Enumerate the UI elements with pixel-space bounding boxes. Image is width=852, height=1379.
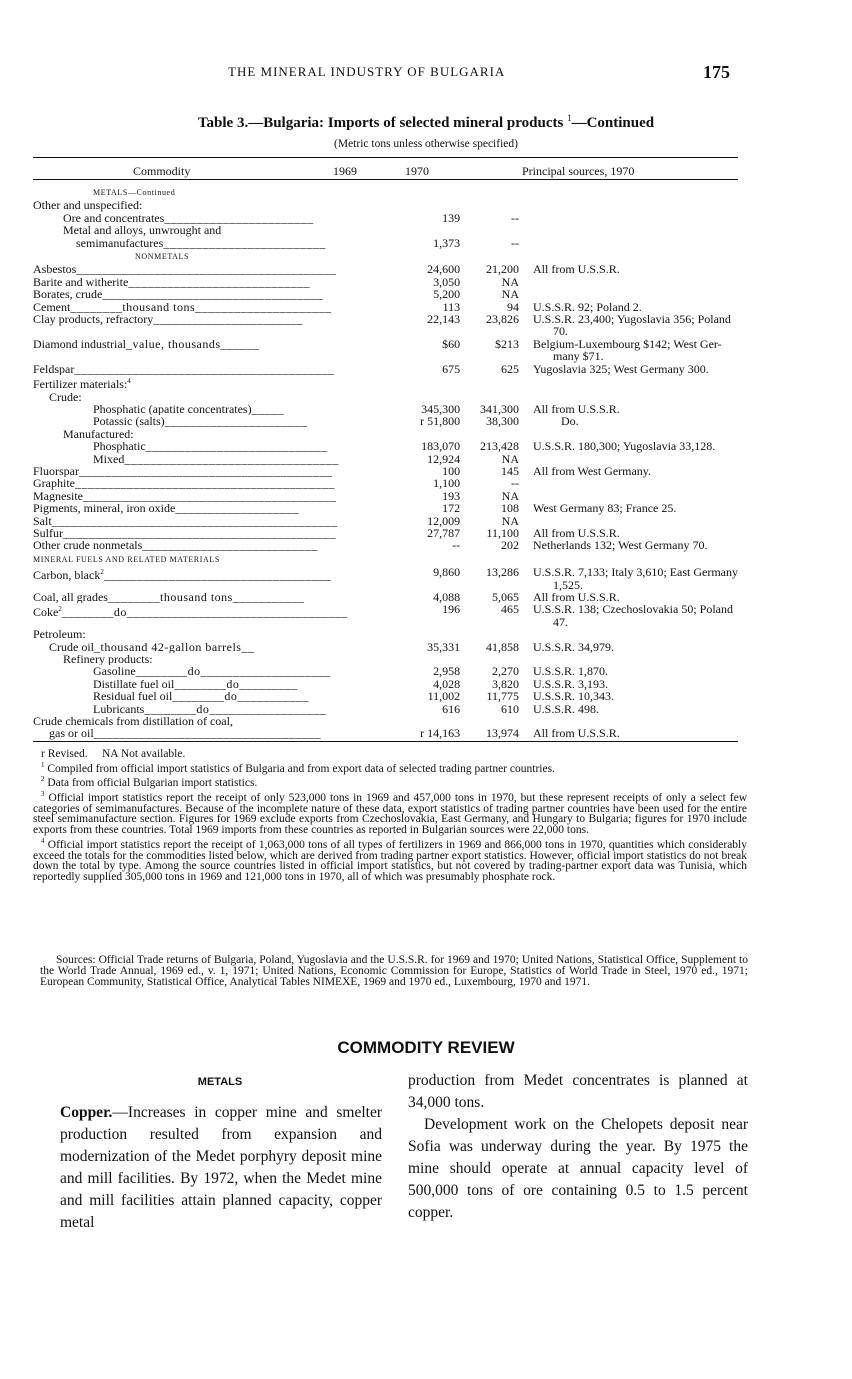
value-1970: 94 <box>507 299 520 314</box>
table-row <box>33 212 738 224</box>
commodity-label: Cement <box>33 300 71 314</box>
value-1970: 465 <box>501 602 520 617</box>
commodity-cell <box>33 313 399 338</box>
column-header-1969: 1969 <box>333 164 357 178</box>
value-1969: 3,050 <box>433 274 461 289</box>
value-1969: 113 <box>442 299 461 314</box>
principal-sources: Belgium-Luxembourg $142; West Ger- many $71. <box>533 336 722 364</box>
commodity-cell <box>33 678 399 690</box>
value-1969: 22,143 <box>427 312 461 327</box>
table-title-note: 1 <box>567 113 572 123</box>
table-row <box>33 628 738 640</box>
commodity-cell <box>33 403 399 415</box>
table-row <box>33 703 738 715</box>
commodity-label: Magnesite <box>33 489 83 503</box>
commodity-label: Fertilizer materials: <box>33 377 128 391</box>
table-top-rule <box>33 157 738 158</box>
table-row <box>33 678 738 690</box>
subsection-heading: METALS <box>197 1076 243 1088</box>
value-1969: 4,088 <box>433 590 461 604</box>
commodity-cell <box>33 665 399 677</box>
commodity-cell <box>33 338 399 363</box>
principal-sources <box>523 552 738 566</box>
leader-dots: __________________________________________ <box>63 526 336 540</box>
commodity-label: Barite and witherite <box>33 275 129 289</box>
commodity-label: Borates, crude <box>33 288 103 301</box>
table-row <box>33 415 738 427</box>
footnotes <box>33 749 747 883</box>
table-row <box>33 263 738 275</box>
principal-sources: U.S.S.R. 180,300; Yugoslavia 33,128. <box>533 439 716 454</box>
commodity-cell <box>33 224 399 236</box>
commodity-cell <box>33 363 399 375</box>
commodity-label: Phosphatic (apatite concentrates) <box>93 402 252 416</box>
commodity-cell <box>33 628 399 640</box>
value-1969: 11,002 <box>427 689 461 704</box>
value-1970: 2,270 <box>492 664 520 679</box>
value-1970 <box>464 552 523 566</box>
commodity-label: Carbon, black <box>33 568 101 583</box>
leader-dots: _________________________________ <box>124 452 339 465</box>
commodity-label: Distillate fuel oil <box>93 677 175 691</box>
principal-sources: All from U.S.S.R. <box>533 590 620 604</box>
value-1969: 139 <box>442 210 461 225</box>
value-1970: 11,100 <box>486 525 520 540</box>
principal-sources <box>523 212 738 224</box>
commodity-cell <box>33 249 399 263</box>
principal-sources: U.S.S.R. 23,400; Yugoslavia 356; Poland 70. <box>533 312 731 339</box>
leader-dots: ________thousand tons___________ <box>107 591 305 604</box>
leader-dots: _______________________________________ <box>79 464 333 478</box>
footnote-ref: 2 <box>58 605 62 614</box>
value-1970: NA <box>501 274 520 289</box>
commodity-label: Refinery products: <box>63 653 153 666</box>
leader-dots: ____________________________ <box>128 275 311 289</box>
commodity-label: Phosphatic <box>93 440 146 453</box>
leader-dots: ________thousand tons_____________________ <box>70 300 332 314</box>
value-1970: NA <box>501 287 520 302</box>
leader-dots: _____ <box>251 402 285 416</box>
footnote-text: Data from official Bulgarian import statistics. <box>44 777 258 790</box>
commodity-label: NONMETALS <box>135 252 190 262</box>
commodity-cell <box>33 566 399 591</box>
principal-sources <box>523 185 738 199</box>
footnote-text: Official import statistics report the receipt of 1,063,000 tons of all types of fertilizers in 1969 and 866,000 tons in 1970, quantities which considerably exceed the totals for the commodities listed below, which are derived from trading partner export statistics. However, official import statistics do not break down the total by type. Among the source countries listed in official import statistics, but not covered by trading-partner export data was Tunisia, which reportedly supplied 305,000 tons in 1969 and 121,000 tons in 1970, all of which was presumably phosphate rock. <box>33 838 747 884</box>
value-1969 <box>399 224 464 236</box>
principal-sources <box>523 224 738 236</box>
commodity-cell <box>33 415 399 427</box>
table-row <box>33 363 738 375</box>
commodity-label: Diamond industrial <box>33 337 126 351</box>
copper-run-in-head: Copper. <box>60 1104 113 1121</box>
value-1970: -- <box>511 235 520 250</box>
right-column-paragraph-1: production from Medet concentrates is planned at 34,000 tons. <box>408 1072 748 1111</box>
footnote <box>33 760 747 775</box>
leader-dots: ________________________________________ <box>76 263 337 276</box>
table-row <box>33 690 738 702</box>
principal-sources <box>523 477 738 489</box>
value-1970: 41,858 <box>486 639 520 654</box>
value-1969 <box>399 185 464 199</box>
imports-table <box>33 185 738 740</box>
footnote-text: Compiled from official import statistics of Bulgaria and from export data of selected trading partner countries. <box>44 762 555 775</box>
commodity-label: Asbestos <box>33 263 77 276</box>
commodity-cell <box>33 453 399 465</box>
table-row <box>33 249 738 263</box>
value-1970: 341,300 <box>480 401 520 416</box>
principal-sources: Yugoslavia 325; West Germany 300. <box>533 361 709 376</box>
commodity-cell <box>33 515 399 527</box>
leader-dots: ________do_________ <box>174 677 298 691</box>
table-row <box>33 515 738 527</box>
commodity-label: Crude oil <box>49 640 94 654</box>
value-1970: 108 <box>501 501 520 516</box>
commodity-label: semimanufactures <box>76 236 164 250</box>
commodity-cell <box>33 301 399 313</box>
commodity-cell <box>33 185 399 199</box>
page-number: 175 <box>703 62 730 82</box>
commodity-cell <box>33 212 399 224</box>
principal-sources: All from U.S.S.R. <box>533 726 620 741</box>
principal-sources <box>523 249 738 263</box>
leader-dots: ________do___________ <box>172 690 309 703</box>
leader-dots: ________do__________________ <box>144 702 327 716</box>
commodity-cell <box>33 428 399 440</box>
table-row <box>33 185 738 199</box>
value-1970: NA <box>501 488 520 503</box>
principal-sources: West Germany 83; France 25. <box>533 501 677 516</box>
value-1970: 21,200 <box>486 262 520 277</box>
copper-paragraph <box>60 1102 382 1234</box>
commodity-label: Manufactured: <box>63 427 134 441</box>
value-1969: 27,787 <box>427 525 461 540</box>
table-row <box>33 502 738 514</box>
leader-dots: _thousand 42-gallon barrels__ <box>94 640 255 654</box>
section-heading: COMMODITY REVIEW <box>337 1038 515 1057</box>
value-1969: 196 <box>442 602 461 617</box>
table-row <box>33 403 738 415</box>
commodity-cell <box>33 465 399 477</box>
commodity-cell <box>33 603 399 628</box>
table-row <box>33 391 738 403</box>
value-1969: 12,009 <box>427 513 461 528</box>
table-row <box>33 715 738 727</box>
leader-dots: ________________________________________ <box>74 477 335 490</box>
commodity-cell <box>33 527 399 539</box>
footnote <box>33 836 747 883</box>
value-1969: 183,070 <box>421 439 461 454</box>
commodity-label: Crude chemicals from distillation of coal, <box>33 715 233 728</box>
column-header-sources: Principal sources, 1970 <box>522 164 635 178</box>
principal-sources <box>523 375 738 390</box>
table-row <box>33 375 738 390</box>
leader-dots: __________________________________ <box>102 288 324 301</box>
value-1970: 213,428 <box>480 439 520 454</box>
commodity-label: Other and unspecified: <box>33 199 143 212</box>
commodity-label: Other crude nonmetals <box>33 539 143 552</box>
principal-sources: U.S.S.R. 34,979. <box>533 639 615 654</box>
principal-sources: U.S.S.R. 1,870. <box>533 664 609 679</box>
footnote-ref: 2 <box>100 568 104 577</box>
value-1969 <box>399 249 464 263</box>
value-1969 <box>399 375 464 390</box>
value-1969: r 51,800 <box>420 414 461 429</box>
principal-sources: U.S.S.R. 498. <box>533 701 600 716</box>
value-1970: 11,775 <box>486 689 520 704</box>
principal-sources: All from U.S.S.R. <box>533 525 620 540</box>
principal-sources: Netherlands 132; West Germany 70. <box>533 538 708 553</box>
commodity-cell <box>33 263 399 275</box>
column-header-commodity: Commodity <box>133 164 191 178</box>
commodity-cell <box>33 391 399 403</box>
value-1969: r 14,163 <box>420 726 461 741</box>
table-row <box>33 641 738 653</box>
value-1969: 24,600 <box>427 262 461 277</box>
principal-sources: All from West Germany. <box>533 463 652 478</box>
commodity-label: Lubricants <box>93 702 145 716</box>
table-row <box>33 653 738 665</box>
commodity-cell <box>33 237 399 249</box>
commodity-cell <box>33 703 399 715</box>
table-title-suffix: —Continued <box>571 115 655 131</box>
leader-dots: _value, thousands______ <box>126 337 260 351</box>
table-row <box>33 276 738 288</box>
principal-sources: All from U.S.S.R. <box>533 262 620 277</box>
value-1969: 345,300 <box>421 401 461 416</box>
principal-sources: U.S.S.R. 7,133; Italy 3,610; East Germany 1,525. <box>533 565 738 592</box>
value-1969: 100 <box>442 463 461 478</box>
commodity-label: MINERAL FUELS AND RELATED MATERIALS <box>33 554 220 564</box>
commodity-label: Ore and concentrates <box>63 211 165 225</box>
leader-dots: ________do__________________________________ <box>61 605 348 620</box>
value-1970: 13,286 <box>486 565 520 580</box>
value-1970 <box>464 185 523 199</box>
leader-dots: ___________________ <box>175 502 299 515</box>
table-row <box>33 665 738 677</box>
commodity-label: Pigments, mineral, iron oxide <box>33 502 176 515</box>
principal-sources: Do. <box>561 414 579 429</box>
value-1969: 2,958 <box>433 664 461 679</box>
commodity-cell <box>33 727 399 739</box>
column-header-1970: 1970 <box>405 164 429 178</box>
commodity-cell <box>33 276 399 288</box>
value-1969: 12,924 <box>427 451 461 466</box>
sources-note: Sources: Official Trade returns of Bulgaria, Poland, Yugoslavia and the U.S.S.R. for 1969 and 1970; United Nations, Statistical Office, Supplement to the World Trade Annual, 1969 ed., v. 1, 1971; United Nations, Economic Commission for Europe, Statistics of World Trade in Steel, 1970 ed., 1971; European Community, Statistical Office, Analytical Tables NIMEXE, 1969 and 1970 ed., Luxembourg, 1970 and 1971. <box>40 954 748 988</box>
value-1970: 5,065 <box>492 590 520 604</box>
table-row <box>33 566 738 591</box>
commodity-label: Coke <box>33 605 59 620</box>
footnote-text: Official import statistics report the receipt of only 523,000 tons in 1969 and 457,000 tons in 1970, but these represent receipts of only a select few categories of semimanufactures. Because of the incomplete nature of these data, export statistics of trading partner countries have been used for the entire steel semimanufacture section. Figures for 1969 exclude exports from Czechoslovakia, East Germany, and Hungary to Bulgaria; figures for 1970 include exports from these countries. Total 1969 imports from these countries as reported in Bulgarian sources were 22,000 tons. <box>33 791 747 837</box>
principal-sources: U.S.S.R. 92; Poland 2. <box>533 299 642 314</box>
principal-sources <box>523 237 738 249</box>
value-1970: 145 <box>501 463 520 478</box>
principal-sources: U.S.S.R. 138; Czechoslovakia 50; Poland 47. <box>533 602 734 629</box>
commodity-cell <box>33 477 399 489</box>
table-row <box>33 727 738 739</box>
table-row <box>33 440 738 452</box>
table-row <box>33 224 738 236</box>
value-1969: $60 <box>442 336 461 351</box>
table-row <box>33 539 738 551</box>
commodity-cell <box>33 641 399 653</box>
value-1969: 675 <box>442 361 461 376</box>
principal-sources: U.S.S.R. 10,343. <box>533 689 615 704</box>
value-1970: -- <box>511 210 520 225</box>
value-1970: 13,974 <box>486 726 520 741</box>
value-1969: 4,028 <box>433 676 461 691</box>
footnote <box>33 774 747 789</box>
value-1969 <box>399 628 464 640</box>
commodity-label: Potassic (salts) <box>93 415 165 428</box>
table-title <box>0 113 852 132</box>
table-row <box>33 603 738 628</box>
commodity-label: METALS—Continued <box>93 188 176 197</box>
footnote-legend: r Revised. NA Not available. <box>41 748 186 760</box>
value-1969: 1,373 <box>433 235 461 250</box>
table-row <box>33 199 738 211</box>
value-1970: 610 <box>501 701 520 716</box>
leader-dots: ___________________________________ <box>103 568 332 583</box>
table-subtitle: (Metric tons unless otherwise specified) <box>334 138 518 150</box>
value-1970: $213 <box>495 336 520 351</box>
commodity-cell <box>33 490 399 502</box>
running-title: THE MINERAL INDUSTRY OF BULGARIA <box>228 64 506 79</box>
commodity-cell <box>33 552 399 566</box>
leader-dots: ___________________________ <box>142 539 318 552</box>
commodity-label: Graphite <box>33 477 75 490</box>
commodity-cell <box>33 199 399 211</box>
commodity-label: Residual fuel oil <box>93 690 173 703</box>
value-1970: 38,300 <box>486 414 520 429</box>
value-1970: NA <box>501 451 520 466</box>
value-1969: 616 <box>442 701 461 716</box>
leader-dots: ______________________ <box>164 415 308 428</box>
table-row <box>33 313 738 338</box>
table-row <box>33 465 738 477</box>
commodity-cell <box>33 690 399 702</box>
commodity-cell <box>33 653 399 665</box>
leader-dots: _______________________________________ <box>83 489 337 503</box>
leader-dots: _________________________ <box>163 236 326 250</box>
footnote-number: 1 <box>41 760 45 769</box>
right-column-paragraph-2: Development work on the Chelopets deposit near Sofia was underway during the year. By 1975 the mine should operate at annual capacity level of 500,000 tons of ore containing 0.5 to 1.5 percent copper. <box>408 1116 748 1221</box>
commodity-cell <box>33 502 399 514</box>
value-1970 <box>464 224 523 236</box>
value-1969: 35,331 <box>427 639 461 654</box>
commodity-label: Metal and alloys, unwrought and <box>63 224 222 237</box>
commodity-cell <box>33 440 399 452</box>
table-row <box>33 338 738 363</box>
leader-dots: ________do____________________ <box>135 665 331 678</box>
value-1970 <box>464 249 523 263</box>
table-bottom-rule <box>33 741 738 742</box>
commodity-label: Feldspar <box>33 362 75 376</box>
commodity-label: Fluorspar <box>33 464 79 478</box>
footnote-number: 2 <box>41 775 45 784</box>
leader-dots: _______________________ <box>153 313 303 327</box>
value-1970: -- <box>511 476 520 491</box>
footnote-number: 4 <box>41 837 45 846</box>
value-1970: 625 <box>501 361 520 376</box>
value-1969: 5,200 <box>433 287 461 302</box>
value-1969 <box>399 552 464 566</box>
principal-sources <box>523 276 738 288</box>
commodity-cell <box>33 715 399 727</box>
table-row <box>33 237 738 249</box>
value-1969: 172 <box>442 501 461 516</box>
value-1969 <box>399 199 464 211</box>
commodity-label: Gasoline <box>93 665 136 678</box>
commodity-label: Crude: <box>49 390 82 403</box>
table-header-rule <box>33 179 738 180</box>
commodity-label: Sulfur <box>33 526 63 540</box>
commodity-cell <box>33 375 399 390</box>
leader-dots: ____________________________ <box>145 440 328 453</box>
commodity-label: Petroleum: <box>33 628 86 641</box>
commodity-label: Coal, all grades <box>33 591 108 604</box>
leader-dots: _______________________ <box>164 211 314 225</box>
commodity-label: gas or oil <box>49 727 94 740</box>
table-row <box>33 477 738 489</box>
value-1969: -- <box>452 538 461 553</box>
leader-dots: ________________________________________ <box>74 362 335 376</box>
commodity-label: Clay products, refractory <box>33 313 154 327</box>
commodity-cell <box>33 591 399 603</box>
commodity-label: Salt <box>33 514 52 527</box>
value-1969: 9,860 <box>433 565 461 580</box>
copper-text: —Increases in copper mine and smelter production resulted from expansion and modernization of the Medet porphyry deposit mine and mill facilities. By 1972, when the Medet mine and mill facilities attain planned capacity, copper metal <box>60 1104 382 1231</box>
value-1970: 3,820 <box>492 676 520 691</box>
leader-dots: ___________________________________ <box>93 727 322 740</box>
value-1970: 202 <box>501 538 520 553</box>
principal-sources: U.S.S.R. 3,193. <box>533 676 609 691</box>
principal-sources <box>523 199 738 211</box>
table-title-text: Table 3.—Bulgaria: Imports of selected mineral products <box>197 115 564 131</box>
footnote-number: 3 <box>41 790 45 799</box>
footnote-ref: 4 <box>127 377 131 386</box>
leader-dots: ____________________________________________ <box>51 514 338 527</box>
value-1969: 193 <box>442 488 461 503</box>
value-1970: NA <box>501 513 520 528</box>
commodity-cell <box>33 539 399 551</box>
value-1970 <box>464 199 523 211</box>
commodity-cell <box>33 288 399 300</box>
value-1970 <box>464 628 523 640</box>
value-1970 <box>464 375 523 390</box>
value-1970: 23,826 <box>486 312 520 327</box>
value-1969: 1,100 <box>433 476 461 491</box>
footnote <box>33 789 747 836</box>
principal-sources: All from U.S.S.R. <box>533 401 620 416</box>
table-row <box>33 552 738 566</box>
commodity-label: Mixed <box>93 452 125 465</box>
